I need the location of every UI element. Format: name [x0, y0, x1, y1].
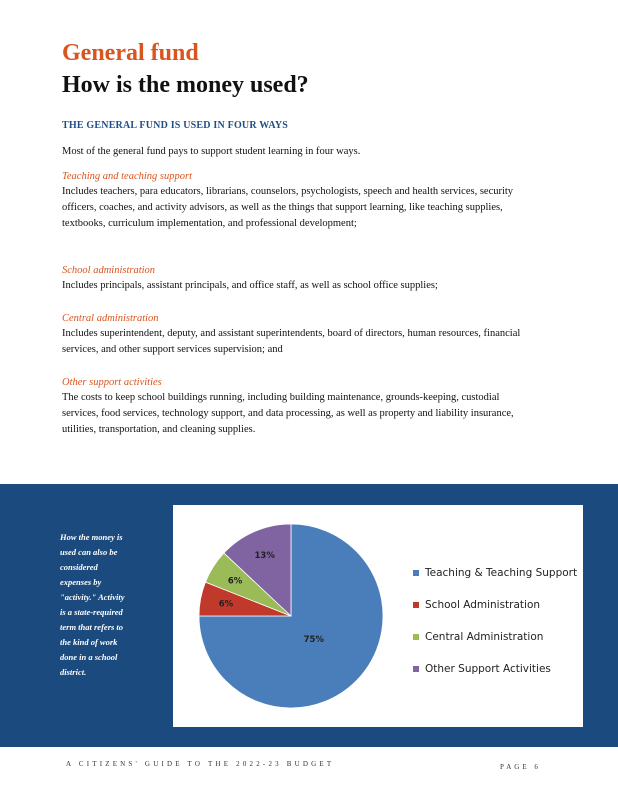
legend-swatch: [413, 570, 419, 576]
pie-value-label: 75%: [303, 634, 324, 645]
legend-label: Teaching & Teaching Support: [425, 567, 578, 579]
pie-value-label: 13%: [254, 551, 275, 562]
category-block-school-admin: [62, 264, 532, 294]
section-heading: THE GENERAL FUND IS USED IN FOUR WAYS: [62, 120, 289, 131]
legend-item: [413, 653, 577, 685]
chart-box: [173, 505, 583, 727]
pie-value-label: 6%: [218, 599, 234, 610]
intro-paragraph: Most of the general fund pays to support student learning in four ways.: [62, 146, 361, 157]
footer-title: A CITIZENS' GUIDE TO THE 2022-23 BUDGET: [66, 760, 335, 768]
page-number: PAGE 6: [500, 763, 541, 771]
page-title: How is the money used?: [62, 72, 309, 98]
category-description: Includes superintendent, deputy, and assistant superintendents, board of directors, human resources, financial services, and other support services supervision; and: [62, 328, 521, 355]
category-description: Includes principals, assistant principals, and office staff, as well as school office supplies;: [62, 280, 438, 291]
legend-item: [413, 621, 577, 653]
legend-label: School Administration: [425, 599, 541, 611]
legend-item: [413, 557, 577, 589]
chart-legend: [413, 557, 577, 685]
legend-swatch: [413, 666, 419, 672]
legend-swatch: [413, 602, 419, 608]
category-block-central-admin: [62, 312, 532, 358]
category-description: Includes teachers, para educators, librarians, counselors, psychologists, speech and health services, security officers, coaches, and activity advisors, as well as the things that support learning, like teaching supplies, textbooks, curriculum implementation, and professional development;: [62, 186, 514, 229]
category-block-other-support: [62, 376, 532, 438]
page-title-orange: General fund: [62, 40, 199, 66]
category-title: School administration: [62, 265, 156, 276]
side-note: How the money is used can also be considered expenses by "activity." Activity is a state-required term that refers to the kind of work done in a school district.: [60, 532, 125, 677]
pie-value-label: 6%: [227, 576, 243, 587]
category-title: Central administration: [62, 313, 159, 324]
legend-swatch: [413, 634, 419, 640]
category-description: The costs to keep school buildings running, including building maintenance, grounds-keeping, custodial services, food services, technology support, and data processing, as well as property and liability insurance, utilities, transportation, and cleaning supplies.: [62, 392, 514, 435]
category-title: Other support activities: [62, 377, 162, 388]
legend-item: [413, 589, 577, 621]
category-title: Teaching and teaching support: [62, 171, 192, 182]
legend-label: Other Support Activities: [425, 663, 551, 675]
category-block-teaching: [62, 170, 532, 232]
legend-label: Central Administration: [425, 631, 544, 643]
